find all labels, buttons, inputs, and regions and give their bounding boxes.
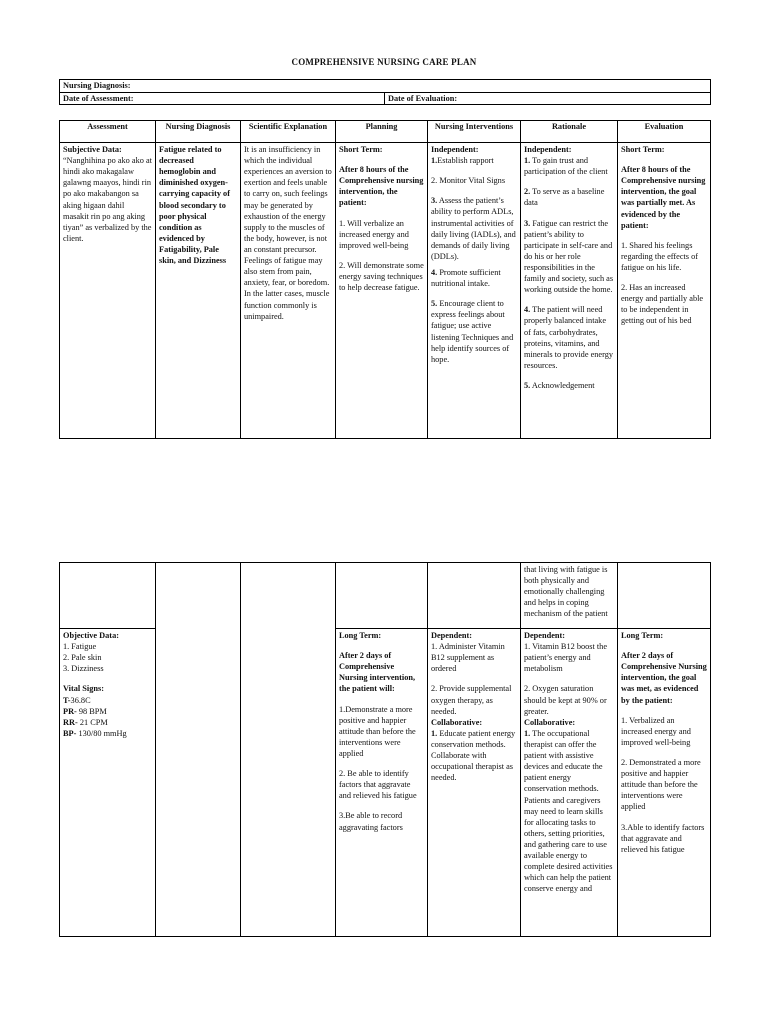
planning-cell	[336, 143, 428, 439]
planning-item: 2. Be able to identify factors that aggravate and relieved his fatigue	[339, 769, 417, 801]
col-nursing-diagnosis-header: Nursing Diagnosis	[156, 121, 241, 143]
vital-sign-temperature	[63, 695, 152, 706]
item-number: 2.	[524, 187, 531, 197]
intervention-item	[431, 298, 517, 365]
intervention-item	[431, 267, 517, 289]
evaluation-intro: After 8 hours of the Comprehensive nursing intervention, the goal was partially met. As evidenced by the patient:	[621, 165, 706, 230]
rationale-item	[524, 380, 614, 391]
evaluation-item: 1. Shared his feelings regarding the effects of fatigue on his life.	[621, 240, 699, 272]
item-text: Establish rapport	[437, 156, 494, 166]
planning-item: 1. Will verbalize an increased energy and improved well-being	[339, 218, 409, 250]
intervention-item	[431, 728, 517, 784]
evaluation-intro: After 2 days of Comprehensive Nursing intervention, the goal was met, as evidenced by the patient:	[621, 651, 707, 705]
subjective-data-heading: Subjective Data:	[63, 145, 122, 154]
rationale-continuation-text: that living with fatigue is both physically and emotionally challenging and helps in coping mechanism of the patient	[524, 565, 608, 619]
vital-value: 130/80 mmHg	[76, 728, 127, 738]
date-of-evaluation-field: Date of Evaluation:	[385, 92, 711, 105]
diagnosis-cell-cont	[156, 563, 241, 937]
dependent-heading: Dependent:	[524, 631, 566, 640]
collaborative-heading: Collaborative:	[524, 717, 576, 727]
dependent-rationale-cell	[521, 629, 618, 937]
item-number: 4.	[431, 267, 438, 277]
vital-sign-respiration	[63, 717, 152, 728]
rationale-cell	[521, 143, 618, 439]
item-text: To gain trust and participation of the client	[524, 156, 608, 177]
vital-value: 98 BPM	[76, 706, 107, 716]
empty-cell	[336, 563, 428, 629]
planning-item: 3.Be able to record aggravating factors	[339, 811, 403, 832]
vital-label: PR-	[63, 706, 77, 716]
rationale-item	[524, 304, 614, 371]
vital-label: RR-	[63, 717, 78, 727]
subjective-data-text: “Nanghihina po ako ako at hindi ako makagalaw galawng maayos, hindi rin po ako makabangon sa aking higaan dahil masakit rin po ang aking tiyan” as verbalized by the client.	[63, 156, 152, 243]
vital-value: 36.8C	[70, 695, 91, 705]
col-scientific-explanation-header: Scientific Explanation	[241, 121, 336, 143]
item-text: To serve as a baseline data	[524, 187, 605, 208]
long-term-heading: Long Term:	[621, 631, 664, 640]
col-rationale-header: Rationale	[521, 121, 618, 143]
vital-sign-pulse	[63, 706, 152, 717]
long-term-heading: Long Term:	[339, 631, 382, 640]
vital-sign-blood-pressure	[63, 728, 152, 739]
evaluation-item: 1. Verbalized an increased energy and improved well-being	[621, 715, 691, 747]
date-of-assessment-field: Date of Assessment:	[60, 92, 385, 105]
intervention-item	[431, 195, 517, 262]
planning-item: 2. Will demonstrate some energy saving techniques to help decrease fatigue.	[339, 260, 424, 293]
nursing-diagnosis-field: Nursing Diagnosis:	[60, 80, 711, 93]
objective-data-heading: Objective Data:	[63, 631, 119, 640]
collaborative-heading: Collaborative:	[431, 717, 483, 727]
interventions-cell	[428, 143, 521, 439]
independent-heading: Independent:	[431, 145, 479, 154]
item-number: 5.	[431, 299, 438, 309]
rationale-item	[524, 155, 614, 177]
care-plan-table-1	[59, 120, 711, 439]
vital-label: BP-	[63, 728, 77, 738]
evaluation-item: 2. Demonstrated a more positive and happier attitude than before the interventions were applied	[621, 757, 701, 812]
evaluation-cell	[618, 143, 711, 439]
empty-cell	[618, 563, 711, 629]
item-number: 1.	[431, 156, 438, 166]
item-text: The patient will need properly balanced intake of fats, carbohydrates, proteins, vitamins, and minerals to provide energy resources.	[524, 305, 614, 370]
intervention-item: 1. Administer Vitamin B12 supplement as ordered	[431, 642, 505, 674]
vital-label: T-	[63, 695, 71, 705]
evaluation-item: 2. Has an increased energy and partially able to be independent in getting out of his bed	[621, 283, 704, 326]
explanation-cell	[241, 143, 336, 439]
item-text: Fatigue can restrict the patient’s ability to participate in self-care and do his or her role responsibilities in the family and society, such as working outside the home.	[524, 218, 614, 295]
col-nursing-interventions-header: Nursing Interventions	[428, 121, 521, 143]
item-text: Assess the patient’s ability to perform ADLs, instrumental activities of daily living (IADLs), and demands of daily living (DDLs).	[431, 196, 516, 261]
item-text: Acknowledgement	[531, 380, 595, 390]
dependent-heading: Dependent:	[431, 631, 473, 640]
diagnosis-cell	[156, 143, 241, 439]
item-text: Encourage client to express feelings about fatigue; use active listening Techniques and help identify sources of hope.	[431, 299, 514, 364]
independent-heading: Independent:	[524, 145, 572, 154]
nursing-diagnosis-text: Fatigue related to decreased hemoglobin and diminished oxygen-carrying capacity of blood secondary to poor physical condition as evidenced by Fatigability, Pale skin, and Dizziness	[159, 145, 230, 266]
objective-item: 2. Pale skin	[63, 653, 102, 663]
item-text: Monitor Vital Signs	[439, 176, 506, 186]
care-plan-table-2	[59, 562, 711, 937]
evaluation-item: 3.Able to identify factors that aggravate and relieved his fatigue	[621, 822, 705, 854]
empty-cell	[428, 563, 521, 629]
col-assessment-header: Assessment	[60, 121, 156, 143]
rationale-item: 2. Oxygen saturation should be kept at 90% or greater.	[524, 684, 607, 716]
document-title: COMPREHENSIVE NURSING CARE PLAN	[291, 57, 477, 67]
intervention-item	[431, 155, 517, 166]
long-term-evaluation-cell	[618, 629, 711, 937]
planning-item: 1.Demonstrate a more positive and happier attitude than before the interventions were applied	[339, 704, 416, 758]
rationale-item	[524, 728, 614, 895]
objective-assessment-cell	[60, 629, 156, 937]
objective-item: 3. Dizziness	[63, 664, 104, 674]
short-term-heading: Short Term:	[621, 145, 665, 154]
item-number: 1.	[524, 156, 531, 166]
header-info-table	[59, 79, 711, 105]
rationale-item: 1. Vitamin B12 boost the patient’s energy and metabolism	[524, 642, 608, 674]
dependent-interventions-cell	[428, 629, 521, 937]
item-number: 3.	[431, 196, 438, 206]
item-number: 4.	[524, 305, 531, 315]
rationale-item	[524, 218, 614, 296]
scientific-explanation-text: It is an insufficiency in which the individual experiences an aversion to exertion and feels unable to carry on, such feelings may be generated by exhaustion of the energy supply to the muscles of the body, however, is not an constant precursor. Feelings of fatigue may also stem from pain, anxiety, fear, or boredom. In the latter cases, muscle function commonly is unimpaired.	[244, 145, 332, 321]
vital-signs-heading: Vital Signs:	[63, 684, 104, 694]
objective-item: 1. Fatigue	[63, 642, 97, 652]
col-evaluation-header: Evaluation	[618, 121, 711, 143]
item-number: 2.	[431, 176, 438, 186]
long-term-planning-cell	[336, 629, 428, 937]
explanation-cell-cont	[241, 563, 336, 937]
assessment-cell	[60, 143, 156, 439]
rationale-continuation-cell	[521, 563, 618, 629]
col-planning-header: Planning	[336, 121, 428, 143]
long-term-goal-intro: After 2 days of Comprehensive Nursing intervention, the patient will:	[339, 651, 416, 694]
empty-cell	[60, 563, 156, 629]
item-text: The occupational therapist can offer the patient with assistive devices and educate the patient energy conservation methods. Patients and caregivers may need to learn skills for allocating tasks to others, setting priorities, and gathering care to use available energy to complete desired activities which can help the patient conserve energy and	[524, 728, 613, 894]
item-text: Educate patient energy conservation methods. Collaborate with occupational therapist as needed.	[431, 728, 516, 783]
item-text: Promote sufficient nutritional intake.	[431, 267, 501, 289]
short-term-heading: Short Term:	[339, 145, 383, 154]
intervention-item	[431, 175, 517, 186]
rationale-item	[524, 186, 614, 208]
item-number: 5.	[524, 380, 531, 390]
item-number: 3.	[524, 218, 531, 228]
short-term-goal-intro: After 8 hours of the Comprehensive nursing intervention, the patient:	[339, 165, 424, 208]
item-number: 1.	[524, 728, 531, 738]
item-number: 1.	[431, 728, 438, 738]
vital-value: 21 CPM	[77, 717, 108, 727]
intervention-item: 2. Provide supplemental oxygen therapy, as needed.	[431, 684, 512, 716]
